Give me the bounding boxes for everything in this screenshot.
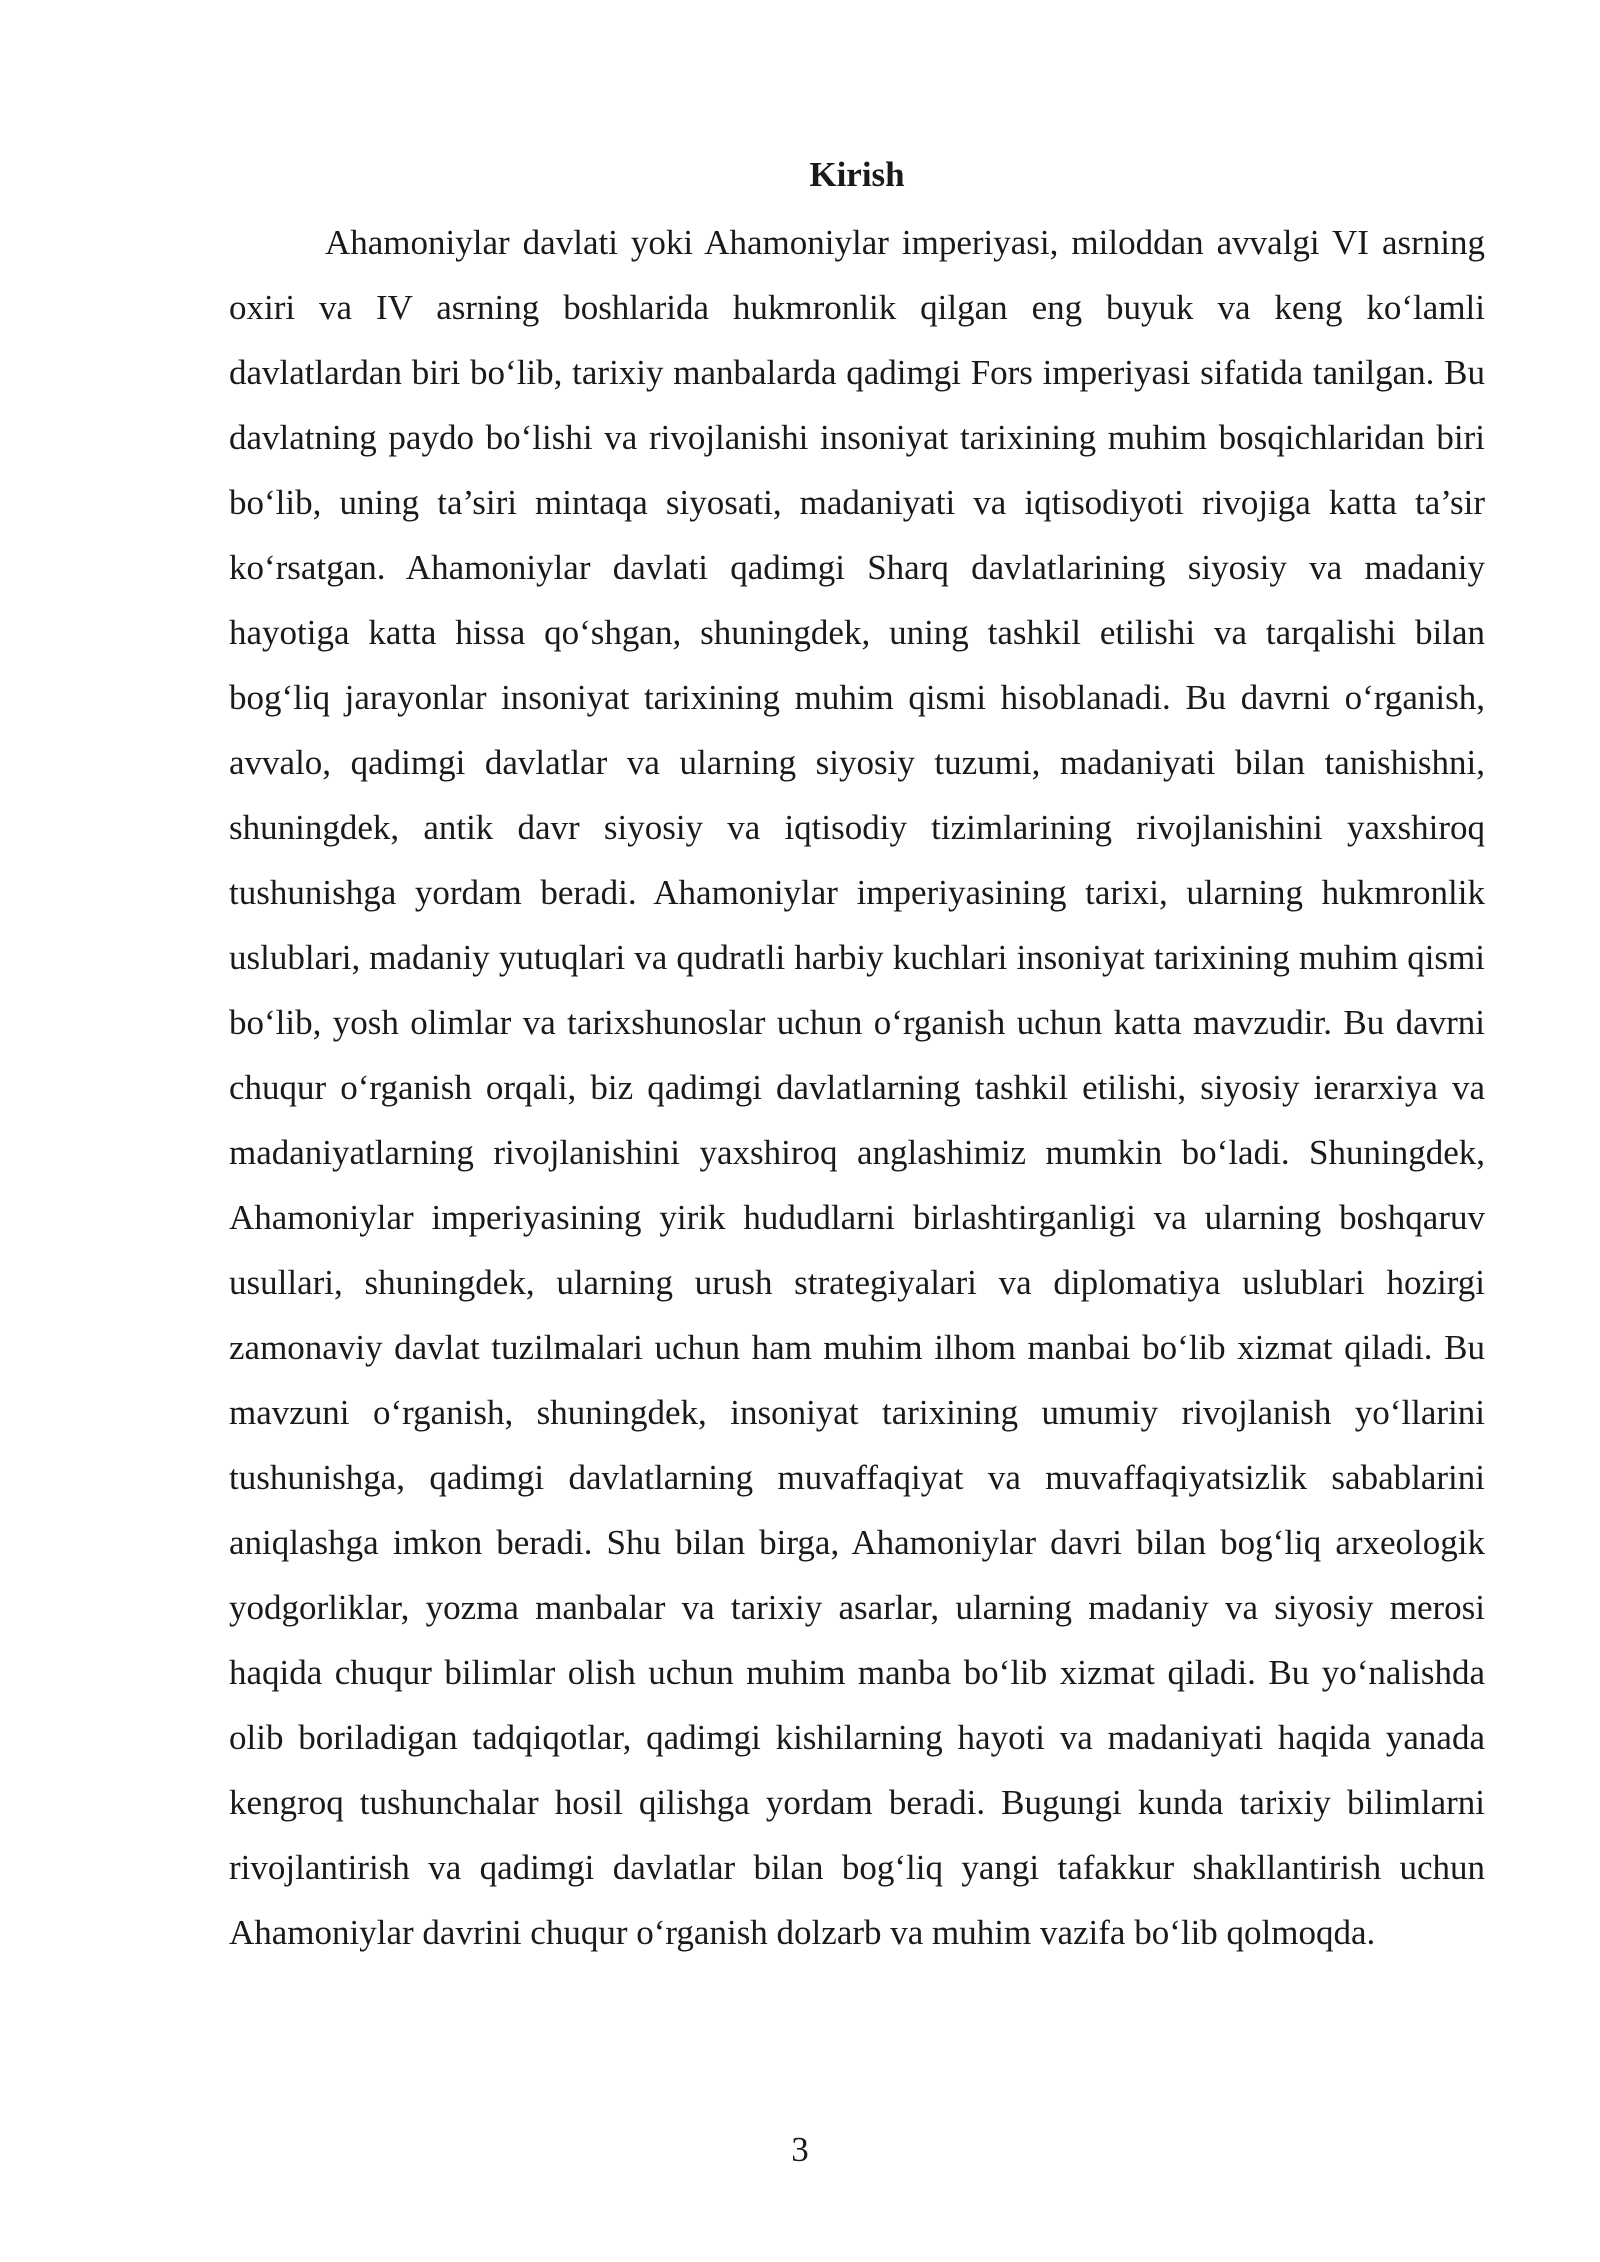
body-paragraph: Ahamoniylar davlati yoki Ahamoniylar imperiyasi, miloddan avvalgi VI asrning oxiri va IV asrning boshlarida hukmronlik qilgan eng buyuk va keng ko‘lamli davlatlardan biri bo‘lib, tarixiy manbalarda qadimgi Fors imperiyasi sifatida tanilgan. Bu davlatning paydo bo‘lishi va rivojlanishi insoniyat tarixining muhim bosqichlaridan biri bo‘lib, uning ta’siri mintaqa siyosati, madaniyati va iqtisodiyoti rivojiga katta ta’sir ko‘rsatgan. Ahamoniylar davlati qadimgi Sharq davlatlarining siyosiy va madaniy hayotiga katta hissa qo‘shgan, shuningdek, uning tashkil etilishi va tarqalishi bilan bog‘liq jarayonlar insoniyat tarixining muhim qismi hisoblanadi. Bu davrni o‘rganish, avvalo, qadimgi davlatlar va ularning siyosiy tuzumi, madaniyati bilan tanishishni, shuningdek, antik davr siyosiy va iqtisodiy tizimlarining rivojlanishini yaxshiroq tushunishga yordam beradi. Ahamoniylar imperiyasining tarixi, ularning hukmronlik uslublari, madaniy yutuqlari va qudratli harbiy kuchlari insoniyat tarixining muhim qismi bo‘lib, yosh olimlar va tarixshunoslar uchun o‘rganish uchun katta mavzudir. Bu davrni chuqur o‘rganish orqali, biz qadimgi davlatlarning tashkil etilishi, siyosiy ierarxiya va madaniyatlarning rivojlanishini yaxshiroq anglashimiz mumkin bo‘ladi. Shuningdek, Ahamoniylar imperiyasining yirik hududlarni birlashtirganligi va ularning boshqaruv usullari, shuningdek, ularning urush strategiyalari va diplomatiya uslublari hozirgi zamonaviy davlat tuzilmalari uchun ham muhim ilhom manbai bo‘lib xizmat qiladi. Bu mavzuni o‘rganish, shuningdek, insoniyat tarixining umumiy rivojlanish yo‘llarini tushunishga, qadimgi davlatlarning muvaffaqiyat va muvaffaqiyatsizlik sabablarini aniqlashga imkon beradi. Shu bilan birga, Ahamoniylar davri bilan bog‘liq arxeologik yodgorliklar, yozma manbalar va tarixiy asarlar, ularning madaniy va siyosiy merosi haqida chuqur bilimlar olish uchun muhim manba bo‘lib xizmat qiladi. Bu yo‘nalishda olib boriladigan tadqiqotlar, qadimgi kishilarning hayoti va madaniyati haqida yanada kengroq tushunchalar hosil qilishga yordam beradi. Bugungi kunda tarixiy bilimlarni rivojlantirish va qadimgi davlatlar bilan bog‘liq yangi tafakkur shakllantirish uchun Ahamoniylar davrini chuqur o‘rganish dolzarb va muhim vazifa bo‘lib qolmoqda. xyxy=(229,223,1485,1952)
page-number: 3 xyxy=(791,2130,809,2169)
section-heading: Kirish xyxy=(809,155,905,194)
